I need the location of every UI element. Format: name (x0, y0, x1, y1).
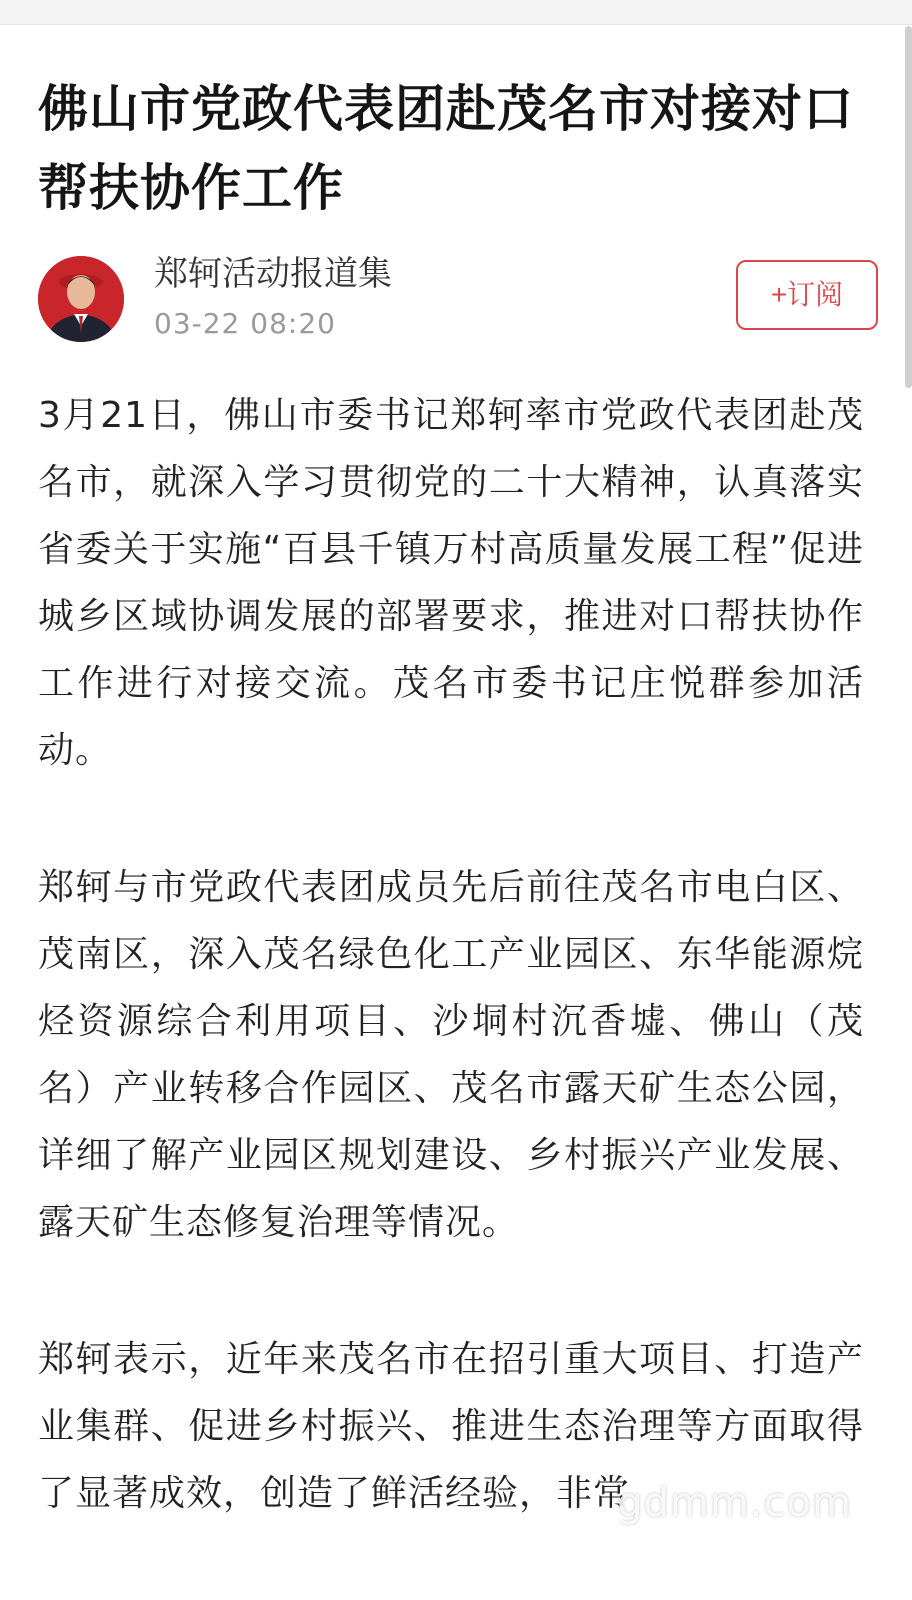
publish-time: 03-22 08:20 (154, 307, 336, 340)
top-bar (0, 0, 912, 25)
scrollbar-thumb[interactable] (905, 26, 912, 388)
author-avatar[interactable] (38, 256, 124, 342)
article-paragraph-3: 郑轲表示，近年来茂名市在招引重大项目、打造产业集群、促进乡村振兴、推进生态治理等方面取得了显著成效，创造了鲜活经验，非常 (38, 1339, 864, 1514)
author-row (38, 252, 878, 352)
site-watermark: gdmm.com (617, 1480, 852, 1526)
article-paragraph-1: 3月21日，佛山市委书记郑轲率市党政代表团赴茂名市，就深入学习贯彻党的二十大精神，认真落实省委关于实施“百县千镇万村高质量发展工程”促进城乡区域协调发展的部署要求，推进对口帮扶协作工作进行对接交流。茂名市委书记庄悦群参加活动。 (38, 395, 864, 771)
article-title: 佛山市党政代表团赴茂名市对接对口帮扶协作工作 (38, 80, 854, 217)
subscribe-button[interactable]: +订阅 (736, 260, 878, 330)
article-body (38, 382, 864, 1597)
article-paragraph-2: 郑轲与市党政代表团成员先后前往茂名市电白区、茂南区，深入茂名绿色化工产业园区、东华能源烷烃资源综合利用项目、沙垌村沉香墟、佛山（茂名）产业转移合作园区、茂名市露天矿生态公园，详细了解产业园区规划建设、乡村振兴产业发展、露天矿生态修复治理等情况。 (38, 867, 864, 1243)
person-portrait-icon (38, 256, 124, 342)
author-name[interactable]: 郑轲活动报道集 (154, 254, 392, 294)
